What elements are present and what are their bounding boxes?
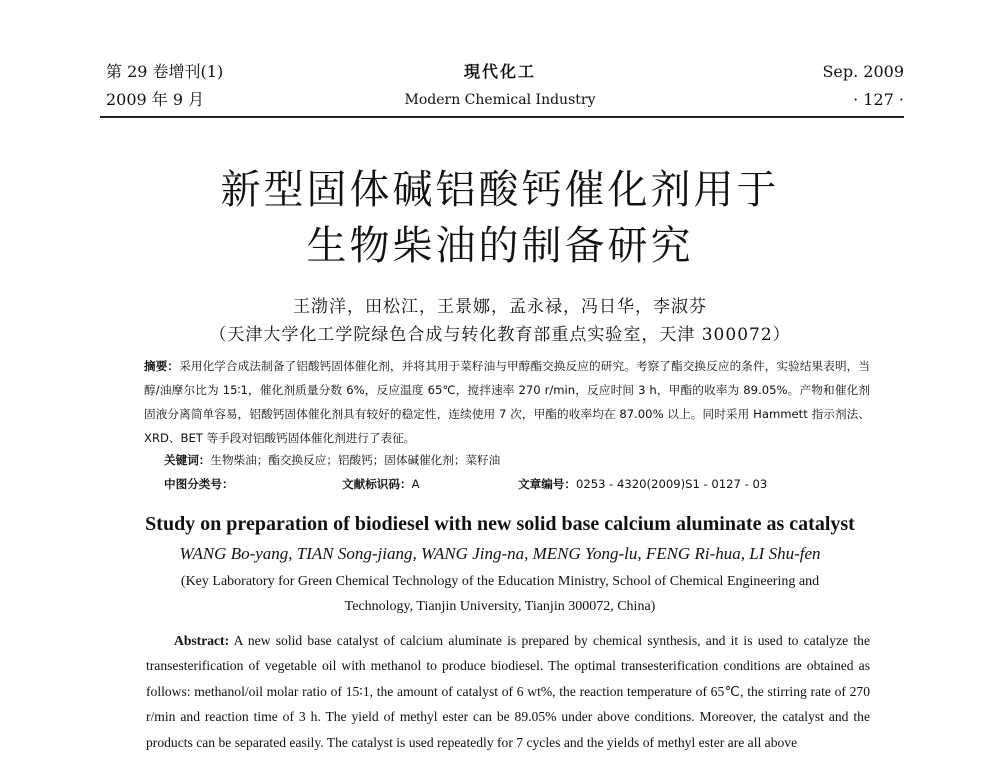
affiliation-en-line2: Technology, Tianjin University, Tianjin 300072, China) <box>344 599 656 614</box>
header-volume: 第 29 卷增刊(1) <box>106 62 224 81</box>
document-code-label: 文献标识码： <box>342 477 412 491</box>
keywords-cn-label: 关键词： <box>164 453 211 467</box>
title-cn-line1: 新型固体碱铝酸钙催化剂用于 <box>220 167 780 213</box>
keywords-cn-text: 生物柴油；酯交换反应；铝酸钙；固体碱催化剂；菜籽油 <box>210 453 501 467</box>
header-date-cn: 2009 年 9 月 <box>106 90 205 109</box>
affiliation-cn: （天津大学化工学院绿色合成与转化教育部重点实验室，天津 300072） <box>209 325 791 345</box>
title-cn-line2: 生物柴油的制备研究 <box>306 223 694 269</box>
header-rule <box>100 116 904 118</box>
affiliation-en-line1: (Key Laboratory for Green Chemical Technology of the Education Ministry, School of Chemical Engineering and <box>180 574 820 589</box>
header-journal-en: Modern Chemical Industry <box>404 92 596 108</box>
header-page-number: · 127 · <box>853 90 904 109</box>
classification-row <box>164 476 864 494</box>
clc-number <box>164 476 234 492</box>
document-code <box>342 476 420 492</box>
abstract-cn <box>144 354 870 450</box>
document-code-value: A <box>411 477 420 491</box>
authors-en: WANG Bo-yang, TIAN Song-jiang, WANG Jing-na, MENG Yong-lu, FENG Ri-hua, LI Shu-fen <box>179 544 821 563</box>
abstract-en-label: Abstract: <box>174 633 230 648</box>
abstract-en <box>146 628 870 755</box>
abstract-cn-label: 摘要： <box>144 359 180 373</box>
abstract-cn-text: 采用化学合成法制备了铝酸钙固体催化剂，并将其用于菜籽油与甲醇酯交换反应的研究。考察了酯交换反应的条件，实验结果表明，当醇/油摩尔比为 15∶1，催化剂质量分数 6%，反应温度 65℃，搅拌速率 270 r/min，反应时间 3 h，甲酯的收率为 89.05%。产物和催化剂固液分离简单容易，铝酸钙固体催化剂具有较好的稳定性，连续使用 7 次，甲酯的收率均在 87.00% 以上。同时采用 Hammett 指示剂法、XRD、BET 等手段对铝酸钙固体催化剂进行了表征。 <box>144 359 870 445</box>
header-journal-cn: 現代化工 <box>463 62 536 81</box>
article-number <box>518 476 767 492</box>
header-date-en: Sep. 2009 <box>822 62 904 81</box>
keywords-cn <box>164 452 500 468</box>
title-en: Study on preparation of biodiesel with new solid base calcium aluminate as catalyst <box>145 513 855 535</box>
clc-label: 中图分类号： <box>164 477 234 491</box>
abstract-en-text: A new solid base catalyst of calcium aluminate is prepared by chemical synthesis, and it is used to catalyze the transesterification of vegetable oil with methanol to produce biodiesel. The optimal transesterification conditions are obtained as follows: methanol/oil molar ratio of 15∶1, the amount of catalyst of 6 wt%, the reaction temperature of 65℃, the stirring rate of 270 r/min and reaction time of 3 h. The yield of methyl ester can be 89.05% under above conditions. Moreover, the catalyst and the products can be separated easily. The catalyst is used repeatedly for 7 cycles and the yields of methyl ester are all above <box>146 633 870 750</box>
authors-cn: 王渤洋，田松江，王景娜，孟永禄，冯日华，李淑芬 <box>293 297 707 317</box>
article-number-label: 文章编号： <box>518 477 576 491</box>
article-number-value: 0253 - 4320(2009)S1 - 0127 - 03 <box>575 477 768 491</box>
